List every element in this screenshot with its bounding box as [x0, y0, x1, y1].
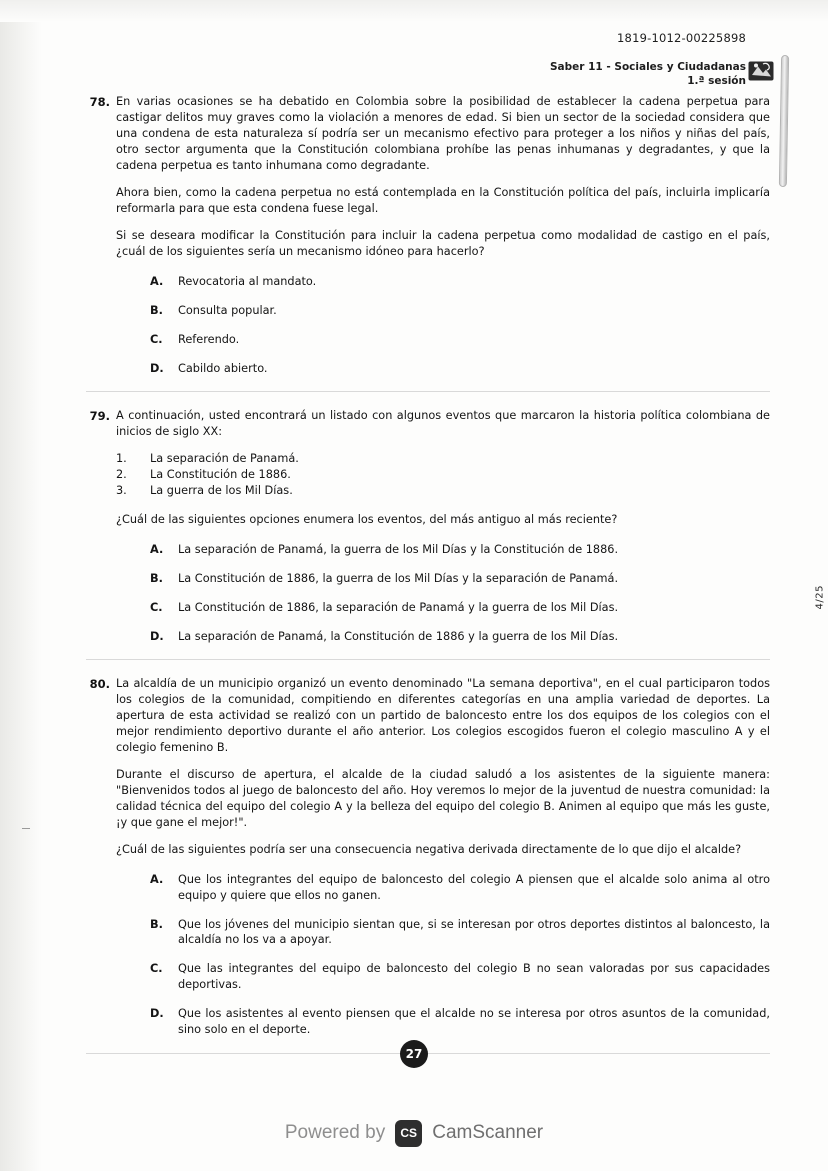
question-number: 79. — [89, 408, 110, 423]
option-text: Referendo. — [178, 332, 240, 346]
question-80 — [86, 660, 770, 1055]
events-list — [116, 451, 770, 499]
option-text: Que las integrantes del equipo de baloncesto del colegio B no sean valoradas por sus capacidades deportivas. — [178, 962, 770, 991]
side-page-code: 4/25 — [814, 585, 825, 610]
test-name: Saber 11 - Sociales y Ciudadanas — [549, 61, 746, 73]
option-text: La Constitución de 1886, la separación de Panamá y la guerra de los Mil Días. — [178, 601, 619, 614]
list-text: La guerra de los Mil Días. — [150, 484, 293, 498]
question-paragraph: Durante el discurso de apertura, el alcalde de la ciudad saludó a los asistentes de la siguiente manera: "Bienvenidos todos al juego de baloncesto del año. Hoy veremos lo mejor de la juventud de nuestra comunidad: la calidad técnica del equipo del colegio A y la belleza del equipo del colegio B. Animen al equipo que más les guste, ¡y que gane el mejor!". — [116, 767, 770, 829]
powered-by-label: Powered by — [284, 1122, 386, 1143]
option-letter: D. — [150, 361, 164, 375]
option-d[interactable] — [150, 629, 770, 645]
option-a[interactable] — [150, 274, 770, 290]
question-number: 78. — [89, 95, 110, 109]
option-d[interactable] — [150, 361, 770, 377]
list-item — [116, 451, 770, 466]
list-item — [116, 483, 770, 498]
test-header — [550, 60, 746, 88]
document-code: 1819-1012-00225898 — [617, 31, 746, 45]
option-letter: D. — [150, 1006, 164, 1020]
option-letter: D. — [150, 629, 164, 643]
question-paragraph: Si se deseara modificar la Constitución para incluir la cadena perpetua como modalidad de castigo en el país, ¿cuál de los siguientes sería un mecanismo idóneo para hacerlo? — [116, 229, 770, 259]
list-text: La Constitución de 1886. — [150, 467, 291, 481]
clip-bar — [779, 55, 789, 187]
camscanner-logo-icon: CS — [395, 1120, 422, 1147]
option-letter: C. — [150, 962, 163, 976]
scan-shadow-top — [0, 0, 828, 22]
scan-shadow-left — [0, 0, 42, 1171]
option-letter: B. — [150, 917, 163, 931]
option-text: La separación de Panamá, la guerra de los Mil Días y la Constitución de 1886. — [178, 543, 619, 557]
option-text: Cabildo abierto. — [178, 361, 268, 375]
option-b[interactable] — [150, 571, 770, 587]
option-letter: B. — [150, 304, 163, 318]
question-paragraph: A continuación, usted encontrará un listado con algunos eventos que marcaron la historia política colombiana de inicios de siglo XX: — [116, 408, 770, 438]
option-c[interactable] — [150, 332, 770, 348]
clip-icon — [748, 60, 774, 82]
list-text: La separación de Panamá. — [150, 451, 299, 465]
answer-options — [116, 542, 770, 644]
option-text: Que los asistentes al evento piensen que el alcalde no se interesa por otros asuntos de la comunidad, sino solo en el deporte. — [178, 1006, 770, 1036]
option-c[interactable] — [150, 961, 770, 993]
option-letter: A. — [150, 872, 164, 886]
question-paragraph: Ahora bien, como la cadena perpetua no está contemplada en la Constitución política del país, incluirla implicaría reformarla para que esta condena fuese legal. — [116, 186, 770, 216]
question-body — [116, 94, 770, 377]
list-number: 3. — [116, 484, 127, 498]
questions-container — [86, 92, 770, 1054]
option-text: Que los jóvenes del municipio sientan que, si se interesan por otros deportes distintos al baloncesto, la alcaldía no los va a apoyar. — [178, 917, 770, 947]
question-number: 80. — [89, 676, 110, 691]
question-body — [116, 408, 770, 645]
option-letter: A. — [150, 543, 164, 557]
option-letter: C. — [150, 601, 163, 614]
option-text: Revocatoria al mandato. — [178, 275, 317, 289]
list-item — [116, 467, 770, 482]
option-text: Consulta popular. — [178, 304, 277, 318]
option-a[interactable] — [150, 872, 770, 904]
test-session: 1.ª sesión — [687, 75, 746, 88]
question-prompt: ¿Cuál de las siguientes podría ser una consecuencia negativa derivada directamente de lo que dijo el alcalde? — [116, 842, 742, 856]
option-letter: C. — [150, 332, 163, 346]
option-letter: A. — [150, 275, 164, 289]
list-number: 1. — [116, 451, 127, 465]
margin-tick — [22, 828, 30, 829]
option-b[interactable] — [150, 917, 770, 949]
question-78 — [86, 92, 770, 392]
question-paragraph: La alcaldía de un municipio organizó un evento denominado "La semana deportiva", en el cual participaron todos los colegios de la comunidad, compitiendo en diferentes categorías en una amplia variedad de deportes. La apertura de esta actividad se realizó con un partido de baloncesto entre los dos equipos de los colegios con el mejor rendimiento deportivo durante el año anterior. Los colegios escogidos fueron el colegio masculino A y el colegio femenino B. — [116, 676, 770, 754]
option-text: Que los integrantes del equipo de baloncesto del colegio A piensen que el alcalde solo anima al otro equipo y quiere que ellos no ganen. — [178, 872, 770, 902]
page-number-badge: 27 — [400, 1040, 428, 1068]
question-prompt: ¿Cuál de las siguientes opciones enumera los eventos, del más antiguo al más reciente? — [116, 513, 618, 527]
question-body — [116, 676, 770, 1038]
answer-options — [116, 274, 770, 376]
question-paragraph: En varias ocasiones se ha debatido en Colombia sobre la posibilidad de establecer la cadena perpetua para castigar delitos muy graves como la violación a menores de edad. Si bien un sector de la sociedad considera que una condena de esta naturaleza sí podría ser un mecanismo efectivo para proteger a los niños y niñas del país, otro sector argumenta que la Constitución colombiana prohíbe las penas inhumanas y degradantes, y que la cadena perpetua es tanto inhumana como degradante. — [116, 95, 770, 173]
option-d[interactable] — [150, 1006, 770, 1038]
list-number: 2. — [116, 467, 127, 481]
question-79 — [86, 392, 770, 660]
answer-options — [116, 872, 770, 1038]
option-b[interactable] — [150, 303, 770, 319]
camscanner-watermark — [0, 1113, 828, 1153]
option-text: La separación de Panamá, la Constitución de 1886 y la guerra de los Mil Días. — [178, 629, 619, 643]
option-a[interactable] — [150, 542, 770, 558]
option-text: La Constitución de 1886, la guerra de los Mil Días y la separación de Panamá. — [178, 572, 619, 586]
option-letter: B. — [150, 572, 163, 586]
camscanner-name: CamScanner — [432, 1122, 544, 1143]
option-c[interactable] — [150, 600, 770, 616]
